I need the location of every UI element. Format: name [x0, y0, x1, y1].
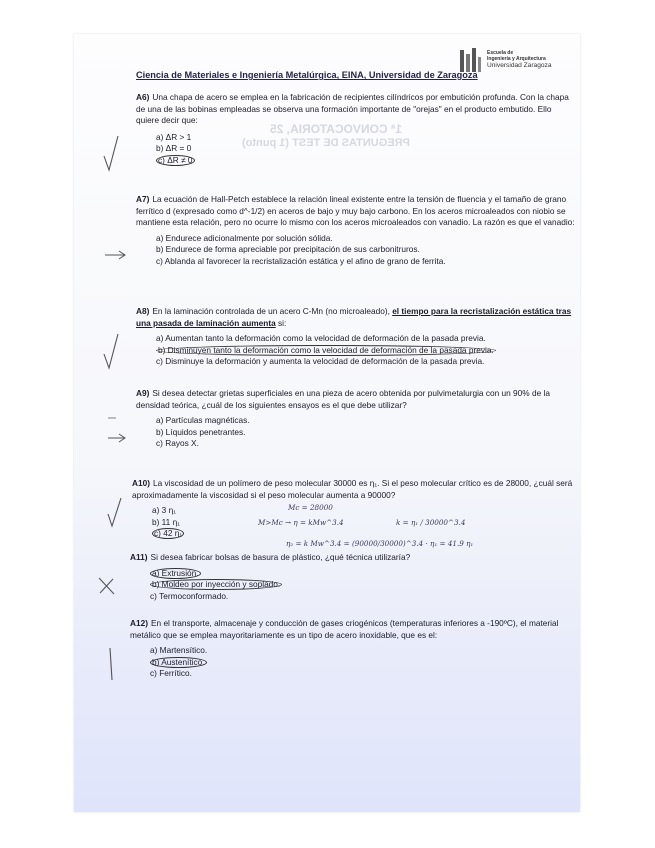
correct-answer: a) Extrusión.	[152, 567, 199, 578]
question-a6	[136, 92, 576, 167]
option-b: b) Líquidos penetrantes.	[156, 426, 246, 437]
question-a7	[136, 194, 576, 268]
logo-line-1: Escuela de	[487, 50, 514, 56]
question-stem: La ecuación de Hall-Petch establece la relación lineal existente entre la tensión de fluencia y el tamaño de grano ferrítico d (expresado como d^-1/2) en aceros de bajo y muy bajo carbono. En los aceros microaleados con niobio se mantiene esta relación, pero no ocurre lo mismo con los aceros microaleados con vanadio. La razón es que el vanadio:	[136, 194, 575, 228]
option-a: a) Partículas magnéticas.	[156, 415, 250, 426]
question-stem: Si desea detectar grietas superficiales en una pieza de acero obtenida por pulvimetalurgia con un 90% de la densidad teórica, ¿cuál de los siguientes ensayos es el que debe utilizar?	[136, 388, 550, 410]
option-c: c) Termoconformado.	[150, 590, 229, 601]
question-a8	[136, 306, 576, 368]
logo-line-3: Universidad Zaragoza	[487, 62, 552, 69]
question-stem-emphasis: el tiempo para la recristalización estática tras una pasada de laminación aumenta	[136, 306, 572, 328]
option-b: b) Endurece de forma apreciable por precipitación de sus carbonitruros.	[156, 244, 420, 255]
selected-answer: b) Austenítico.	[152, 656, 205, 667]
question-a9	[136, 388, 576, 450]
question-number: A11)	[130, 552, 148, 562]
question-stem: Una chapa de acero se emplea en la fabricación de recipientes cilíndricos por embutición profunda. Con la chapa de una de las bobinas empleadas se observa una formación importante de "orejas" en el producto embutido. Ello quiere decir que:	[136, 92, 569, 126]
option-a: a) ΔR > 1	[156, 131, 192, 142]
question-a10	[132, 478, 577, 540]
selected-answer: c) ΔR ≠ 0	[158, 154, 193, 165]
ghost-text-1: 1ª CONVOCATORIA, 25	[270, 122, 403, 136]
handwritten-note-2: M>Mc → η = kMw^3.4	[258, 518, 344, 527]
question-stem: En el transporte, almacenaje y conducción de gases criogénicos (temperaturas inferiores a -190ºC), el material metálico que se emplea mayoritariamente es un tipo de acero inoxidable, que es el:	[130, 618, 559, 640]
arrow-right-icon	[106, 414, 128, 444]
check-mark-icon	[104, 646, 124, 686]
handwritten-note-4: η₂ = k Mw^3.4 = (90000/30000)^3.4 · η₁ = 41.9 η₁	[286, 539, 474, 548]
check-mark-icon	[106, 496, 126, 530]
option-c: c) Rayos X.	[156, 438, 199, 449]
selected-answer: b) Moldeo por inyección y soplado.	[152, 579, 281, 590]
selected-answer: c) 42 η₁	[154, 528, 183, 539]
question-number: A8)	[136, 306, 150, 316]
option-a: a) Martensítico.	[150, 645, 208, 656]
question-stem: Si desea fabricar bolsas de basura de plástico, ¿qué técnica utilizaría?	[150, 552, 411, 562]
handwritten-note-1: Mc = 28000	[288, 503, 333, 512]
option-a: a) 3 η₁	[152, 505, 177, 516]
question-number: A6)	[136, 92, 150, 102]
option-b: b) ΔR = 0	[156, 143, 192, 154]
exam-sheet	[74, 34, 580, 812]
question-a11	[130, 552, 575, 602]
option-c: c) Ferrítico.	[150, 668, 192, 679]
option-a: a) Endurece adicionalmente por solución sólida.	[156, 232, 333, 243]
option-c: c) Ablanda al favorecer la recristalización estática y el afino de grano de ferrita.	[156, 255, 446, 266]
question-stem: La viscosidad de un polímero de peso molecular 30000 es η₁. Si el peso molecular crítico es de 28000, ¿cuál será aproximadamente la viscosidad si el peso molecular aumenta a 90000?	[132, 478, 573, 500]
logo-line-2: Ingeniería y Arquitectura	[487, 56, 546, 62]
question-a12	[130, 618, 575, 680]
check-mark-icon	[102, 134, 122, 174]
option-b: b) 11 η₁	[152, 516, 181, 527]
question-number: A7)	[136, 194, 150, 204]
option-c: c) Disminuye la deformación y aumenta la velocidad de deformación de la pasada previa.	[156, 356, 485, 367]
option-b	[150, 579, 575, 591]
selected-answer: b) Disminuyen tanto la deformación como la velocidad de deformación de la pasada previa.	[158, 344, 494, 355]
question-number: A10)	[132, 478, 150, 488]
arrow-right-icon	[104, 250, 128, 260]
question-stem-end: si:	[275, 317, 287, 328]
question-number: A9)	[136, 388, 150, 398]
option-a	[150, 568, 575, 580]
ghost-text-2: PREGUNTAS DE TEST (1 punto)	[242, 137, 410, 149]
option-b	[156, 345, 576, 357]
option-c	[156, 155, 576, 167]
handwritten-note-3: k = η₁ / 30000^3.4	[396, 518, 466, 527]
check-mark-icon	[102, 332, 122, 372]
cross-mark-icon	[96, 576, 118, 596]
question-number: A12)	[130, 618, 148, 628]
option-b	[150, 657, 575, 669]
page-title: Ciencia de Materiales e Ingeniería Metalúrgica, EINA, Universidad de Zaragoza	[136, 70, 478, 80]
question-stem-start: En la laminación controlada de un acero C-Mn (no microaleado),	[152, 306, 393, 316]
option-a: a) Aumentan tanto la deformación como la velocidad de deformación de la pasada previa.	[156, 333, 486, 344]
